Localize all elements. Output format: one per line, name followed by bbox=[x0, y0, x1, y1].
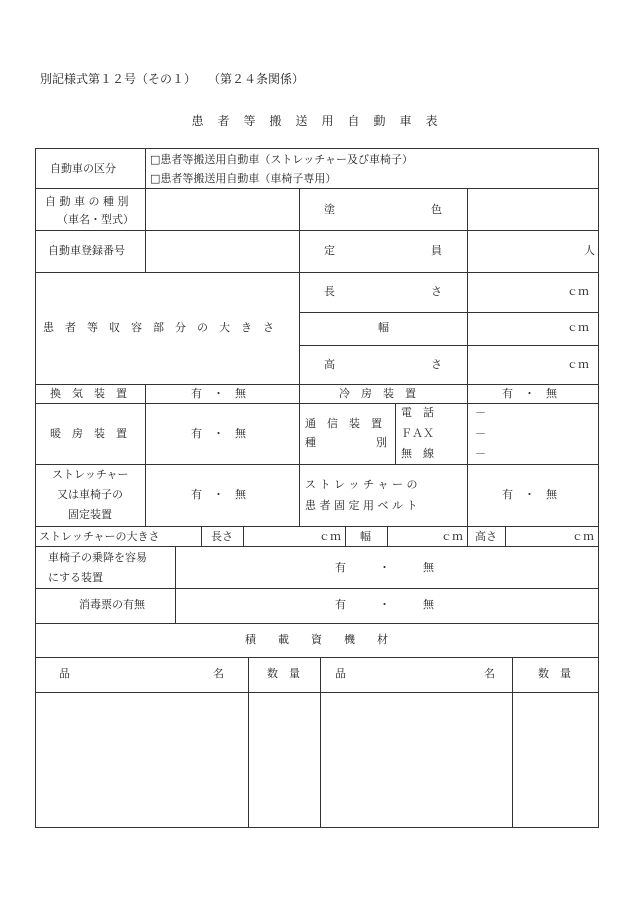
category-label: 自動車の区分 bbox=[50, 162, 116, 175]
comm-item-fax: ＦＡＸ bbox=[401, 427, 434, 440]
comm-item-phone: 電 話 bbox=[401, 406, 434, 419]
col-divider bbox=[387, 526, 388, 546]
disinfection-label: 消毒票の有無 bbox=[79, 598, 145, 611]
length-unit: ｃｍ bbox=[567, 285, 589, 298]
comm-dash-phone: － bbox=[475, 406, 486, 419]
capacity-unit: 人 bbox=[584, 244, 595, 257]
row-divider bbox=[35, 623, 599, 624]
col-divider bbox=[248, 657, 249, 828]
length-label-left: 長 bbox=[324, 285, 335, 298]
col-divider bbox=[505, 526, 506, 546]
col-divider bbox=[299, 384, 300, 526]
compartment-label: 患 者 等 収 容 部 分 の 大 き さ bbox=[43, 321, 274, 334]
row-divider bbox=[35, 464, 599, 465]
stretcher-fix-label-line1: ストレッチャー bbox=[52, 468, 129, 481]
registration-label: 自動車登録番号 bbox=[48, 244, 125, 257]
col-divider bbox=[299, 188, 300, 272]
comm-label-line2-left: 種 bbox=[305, 436, 316, 449]
stretcher-height-unit: ｃｍ bbox=[572, 530, 594, 543]
col-divider bbox=[467, 384, 468, 526]
heating-value[interactable]: 有 ・ 無 bbox=[191, 427, 246, 440]
stretcher-length-label: 長さ bbox=[211, 530, 233, 543]
col-divider bbox=[467, 526, 468, 546]
col-divider bbox=[145, 384, 146, 526]
type-label-line2: （車名・型式） bbox=[57, 213, 134, 226]
equipment-item-left-2: 品 bbox=[335, 667, 346, 680]
length-label-right: さ bbox=[431, 285, 442, 298]
wheelchair-lift-label-line2: にする装置 bbox=[48, 571, 103, 584]
row-divider bbox=[35, 526, 599, 527]
col-divider bbox=[467, 188, 468, 272]
heating-label: 暖 房 装 置 bbox=[50, 427, 127, 440]
type-label-line1: 自 動 車 の 種 別 bbox=[45, 195, 129, 208]
disinfection-value[interactable]: 有 ・ 無 bbox=[335, 598, 434, 611]
stretcher-height-label: 高さ bbox=[475, 530, 497, 543]
row-divider bbox=[35, 692, 599, 693]
stretcher-width-unit: ｃｍ bbox=[441, 530, 463, 543]
equipment-item-right-1: 名 bbox=[213, 667, 224, 680]
col-divider bbox=[145, 148, 146, 272]
col-divider bbox=[175, 546, 176, 623]
equipment-title: 積 載 資 機 材 bbox=[245, 633, 388, 646]
equipment-quantity-2: 数 量 bbox=[538, 667, 571, 680]
stretcher-width-label: 幅 bbox=[360, 530, 371, 543]
stretcher-fix-value[interactable]: 有 ・ 無 bbox=[191, 488, 246, 501]
comm-dash-radio: － bbox=[475, 447, 486, 460]
wheelchair-lift-value[interactable]: 有 ・ 無 bbox=[335, 561, 434, 574]
row-divider bbox=[299, 312, 599, 313]
belt-value[interactable]: 有 ・ 無 bbox=[502, 488, 557, 501]
stretcher-fix-label-line2: 又は車椅子の bbox=[57, 488, 123, 501]
col-divider bbox=[512, 657, 513, 828]
comm-item-radio: 無 線 bbox=[401, 447, 434, 460]
equipment-item-left-1: 品 bbox=[59, 667, 70, 680]
border-right bbox=[598, 148, 599, 828]
capacity-label-left: 定 bbox=[324, 244, 335, 257]
col-divider bbox=[320, 657, 321, 828]
row-divider bbox=[299, 345, 599, 346]
row-divider bbox=[35, 657, 599, 658]
related-article: （第２４条関係） bbox=[214, 72, 305, 86]
comm-dash-fax: － bbox=[475, 427, 486, 440]
border-bottom bbox=[35, 827, 599, 828]
equipment-item-right-2: 名 bbox=[484, 667, 495, 680]
ventilation-label: 換 気 装 置 bbox=[50, 387, 127, 400]
ventilation-value[interactable]: 有 ・ 無 bbox=[191, 387, 246, 400]
form-number-header bbox=[40, 70, 304, 87]
border-top bbox=[35, 148, 599, 149]
cooling-value[interactable]: 有 ・ 無 bbox=[502, 387, 557, 400]
col-divider bbox=[201, 526, 202, 546]
col-divider bbox=[299, 272, 300, 384]
row-divider bbox=[35, 230, 599, 231]
comm-label-line2-right: 別 bbox=[376, 436, 387, 449]
form-title: 患 者 等 搬 送 用 自 動 車 表 bbox=[191, 114, 439, 128]
form-number: 別記様式第１２号（その１） bbox=[40, 72, 191, 86]
col-divider bbox=[345, 526, 346, 546]
row-divider bbox=[35, 188, 599, 189]
wheelchair-lift-label-line1: 車椅子の乗降を容易 bbox=[48, 551, 147, 564]
paint-label-right: 色 bbox=[431, 203, 442, 216]
cooling-label: 冷 房 装 置 bbox=[339, 387, 416, 400]
category-option-wheelchair[interactable]: □患者等搬送用自動車（車椅子専用） bbox=[150, 172, 337, 185]
belt-label-line1: ス ト レ ッ チ ャ ー の bbox=[305, 478, 418, 491]
row-divider bbox=[35, 588, 599, 589]
height-label-right: さ bbox=[431, 358, 442, 371]
col-divider bbox=[243, 526, 244, 546]
paint-label-left: 塗 bbox=[324, 203, 335, 216]
category-option-stretcher[interactable]: □患者等搬送用自動車（ストレッチャー及び車椅子） bbox=[150, 153, 413, 166]
row-divider bbox=[35, 546, 599, 547]
row-divider bbox=[35, 384, 599, 385]
height-label-left: 高 bbox=[324, 358, 335, 371]
equipment-quantity-1: 数 量 bbox=[267, 667, 300, 680]
vehicle-form-table bbox=[35, 148, 599, 828]
height-unit: ｃｍ bbox=[567, 358, 589, 371]
row-divider bbox=[35, 272, 599, 273]
border-left bbox=[35, 148, 36, 828]
row-divider bbox=[35, 403, 599, 404]
width-label: 幅 bbox=[378, 321, 389, 334]
comm-label-line1: 通 信 装 置 bbox=[305, 417, 382, 430]
stretcher-length-unit: ｃｍ bbox=[319, 530, 341, 543]
stretcher-fix-label-line3: 固定装置 bbox=[68, 508, 112, 521]
stretcher-size-label: ストレッチャーの大きさ bbox=[39, 530, 160, 543]
width-unit: ｃｍ bbox=[567, 321, 589, 334]
capacity-label-right: 員 bbox=[431, 244, 442, 257]
belt-label-line2: 患 者 固 定 用 ベ ル ト bbox=[305, 499, 418, 512]
col-divider bbox=[467, 272, 468, 384]
col-divider bbox=[395, 403, 396, 464]
